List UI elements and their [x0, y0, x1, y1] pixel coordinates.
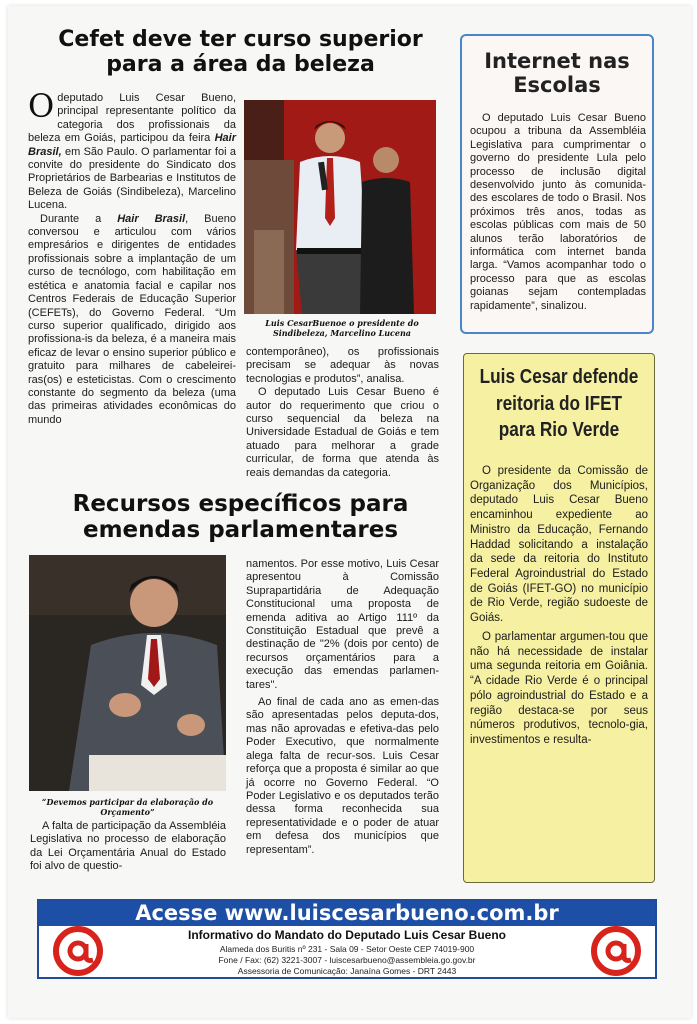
footer-contact[interactable]: Fone / Fax: (62) 3221-3007 - luiscesarbueno@assembleia.go.gov.br	[218, 955, 476, 965]
photo-deputy-and-president	[244, 100, 436, 314]
article1-photo	[244, 100, 436, 314]
photo-deputy-speaking	[29, 555, 226, 791]
box1-title: Internet nas Escolas	[484, 49, 630, 97]
article2-paragraph-2: namentos. Por esse motivo, Luis Cesar apresentou à Comissão Suprapartidária de Adequação Constitucional uma proposta de emenda aditiva ao Artigo 111º da Constituição Estadual que prevê a destinação de "2% (dois por cento) de recursos orçamentários para a execução das emendas parlamen-tares".	[246, 558, 439, 691]
article2-paragraph-1: A falta de participação da Assembléia Legislativa no processo de elaboração da Lei Orçamentária Anual do Estado foi alvo de questio-	[30, 820, 226, 873]
article2-paragraph-3: Ao final de cada ano as emen-das são apresentadas pelos deputa-dos, mas não aprovadas e efetiva-das pelo Poder Executivo, que normalmente alega falta de recur-sos. Luis Cesar reforça que a proposta é similar ao que já ocorre no Governo Federal. “O Poder Legislativo e os deputados terão dessa forma reconhecida sua representatividade e o poder de atuar em defesa dos municípios que representam”.	[246, 696, 439, 856]
article2-photo-caption: “Devemos participar da elaboração do Orçamento”	[41, 797, 214, 817]
article1-paragraph-3: contemporâneo), os profissionais precisam se adequar às novas tecnologias e produtos”, analisa.	[246, 346, 439, 385]
box2-paragraph-2: O parlamentar argumen-tou que não há necessidade de instalar uma segunda reitoria em Goiânia. “A cidade Rio Verde é o principal pólo agroindustrial do Estado e a região destaca-se por seus números produtivos, tecnolo-gia, investimentos e resulta-	[470, 630, 648, 746]
box1-body: O deputado Luis Cesar Bueno ocupou a tribuna da Assembléia Legislativa para cumprimentar o governo do presidente Lula pelo processo de inclusão digital desenvolvido junto às comunida-des escolares de todo o Brasil. Nos próximos três anos, todas as escolas públicas com mais de 50 alunos terão laboratórios de informática com internet banda larga. “Vamos acompanhar todo o processo para que as escolas goianas sejam contempladas rapidamente”, sinalizou.	[470, 112, 646, 312]
box2-body	[470, 464, 648, 748]
article1-column-2	[246, 346, 439, 480]
internet-nas-escolas-box	[460, 34, 654, 334]
article1-paragraph-2: Durante a Hair Brasil, Bueno conversou e articulou com vários empresários e dirigentes de entidades profissionais sobre a implantação de um curso de tecnólogo, com habilitação em estética e anatomia facial e capilar nos Centros Federais de Educação Superior (CEFETs), do Governo Federal. “Um curso superior qualificado, dirigido aos profissiona-is da beleza, é a maneira mais eficaz de levar o ensino superior público e gratuito para milhares de cabeleirei-ras(os) e esteticistas. Com o crescimento constante do segmento da beleza (uma das primeiras atividades econômicas do mundo	[28, 212, 236, 426]
article2-column-1	[30, 820, 226, 874]
article1-paragraph-4: O deputado Luis Cesar Bueno é autor do requerimento que criou o curso sequencial da beleza na Universidade Estadual de Goiás e tem atuado para melhorar a grade curricular, de forma que atenda às reais demandas da categoria.	[246, 386, 439, 479]
box2-paragraph-1: O presidente da Comissão de Organização dos Municípios, deputado Luis Cesar Bueno encaminhou expediente ao Ministro da Educação, Fernando Haddad solicitando a instalação da sede da reitoria do Instituto Federal Agroindustrial do Estado de Goiás (IFET-GO) no município de Rio Verde, região sudoeste de Goiás.	[470, 465, 648, 625]
footer-address: Alameda dos Buritis nº 231 - Sala 09 - Setor Oeste CEP 74019-900	[219, 944, 475, 954]
article1-photo-caption: Luis CesarBuenoe o presidente do Sindibeleza, Marcelino Lucena	[265, 318, 419, 338]
article2-photo	[29, 555, 226, 791]
drop-cap: O	[28, 87, 55, 125]
footer-banner	[37, 899, 657, 979]
box2-title: Luis Cesar defende reitoria do IFET para Rio Verde	[479, 366, 639, 442]
article1-headline: Cefet deve ter curso superior para a área da beleza	[58, 27, 423, 77]
footer-press: Assessoria de Comunicação: Janaína Gomes - DRT 2443	[237, 966, 457, 976]
footer-title: Informativo do Mandato do Deputado Luis Cesar Bueno	[187, 928, 506, 942]
article1-column-1	[28, 87, 236, 427]
article2-headline: Recursos específicos para emendas parlamentares	[72, 491, 409, 543]
website-banner[interactable]: Acesse www.luiscesarbueno.com.br	[39, 901, 655, 926]
article2-column-2	[246, 558, 439, 857]
newsletter-page	[8, 6, 691, 1018]
reitoria-ifet-box	[463, 353, 655, 883]
article1-paragraph-1: O deputado Luis Cesar Bueno, principal representante político da categoria dos profissionais da beleza em Goiás, participou da feira Hair Brasil, em São Paulo. O parlamentar foi a convite do presidente do Sindicato dos Proprietários de Barbearias e Institutos de Beleza de Goiás (Sindibeleza), Marcelino Lucena.	[28, 87, 236, 212]
